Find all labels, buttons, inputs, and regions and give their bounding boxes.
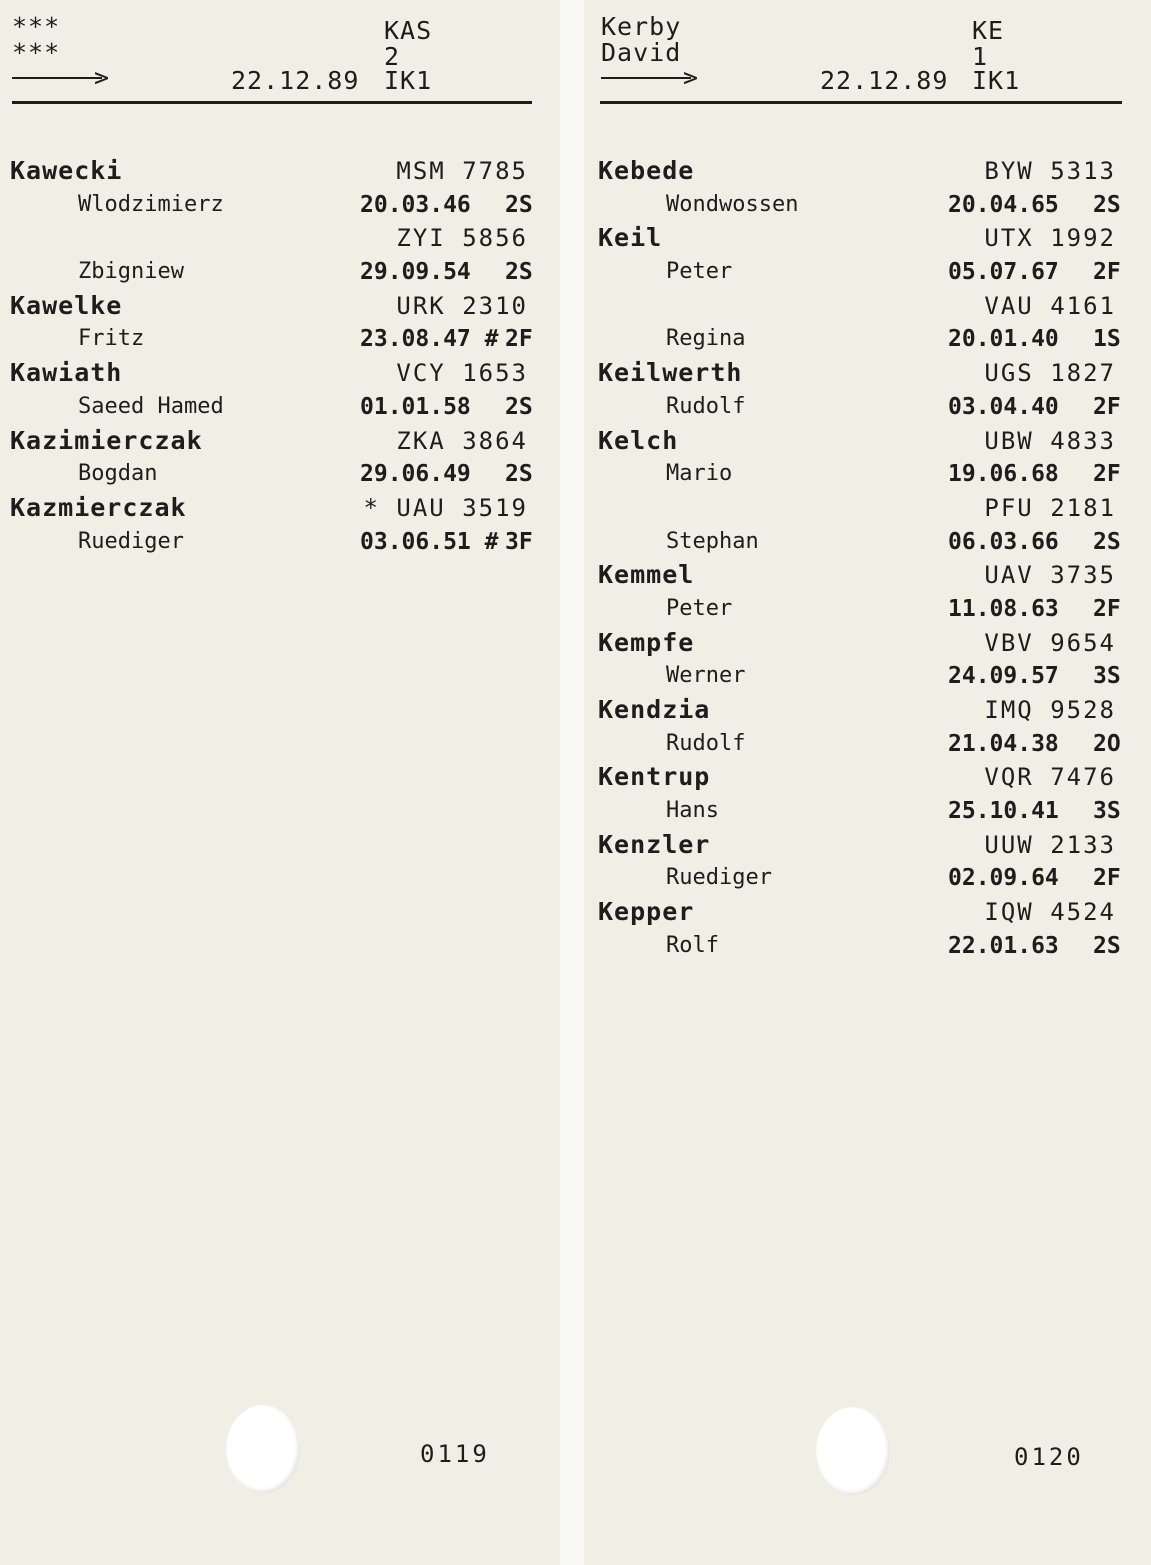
entry-birth-date: 20.03.46 [360, 191, 471, 218]
entry-plate: UAV 3735 [984, 561, 1116, 590]
arrow-head-icon: > [94, 63, 110, 92]
entry-given-name: Stephan [666, 528, 759, 554]
entry-row [598, 156, 1128, 190]
entry-row [598, 223, 1128, 257]
entry-detail-row [10, 324, 540, 358]
entry-plate: BYW 5313 [984, 157, 1116, 185]
entry-given-name: Regina [666, 326, 746, 352]
entry-birth-date: 11.08.63 [948, 595, 1059, 622]
entry-row [598, 493, 1128, 527]
entry-detail-row [10, 190, 540, 224]
entry-plate: VQR 7476 [984, 763, 1116, 792]
entry-detail-row [598, 459, 1128, 493]
entry-detail-row [10, 257, 540, 291]
entry-plate: IMQ 9528 [984, 696, 1116, 724]
punch-hole [226, 1405, 300, 1493]
entry-surname: Kebede [598, 156, 695, 185]
header-rule [600, 101, 1122, 104]
entry-detail-row [598, 190, 1128, 224]
entry-detail-row [598, 392, 1128, 426]
entry-given-name: Fritz [78, 326, 145, 352]
entry-row [10, 358, 540, 392]
entry-row [598, 830, 1128, 864]
entry-birth-date: 21.04.38 [948, 730, 1059, 757]
entry-birth-date: 29.06.49 [360, 461, 471, 488]
entry-surname: Kenzler [598, 829, 711, 859]
entry-surname: Kemmel [598, 560, 695, 590]
entry-given-name: Mario [666, 461, 733, 487]
header-date: 22.12.89 [231, 66, 360, 95]
entry-plate: VBV 9654 [984, 628, 1116, 657]
entry-plate: VAU 4161 [984, 291, 1116, 320]
entry-class: 3S [1093, 798, 1121, 825]
entry-birth-date: 02.09.64 [948, 865, 1059, 892]
entry-class: 1S [1093, 326, 1121, 353]
entry-row [598, 358, 1128, 392]
header-rule [12, 101, 532, 104]
punch-hole [816, 1407, 890, 1495]
header-code-num: 2 [384, 42, 401, 71]
entry-class: 2S [505, 259, 533, 286]
arrow-icon [601, 77, 691, 79]
entry-class: 2F [505, 326, 533, 353]
arrow-icon [12, 77, 102, 79]
entry-given-name: Peter [666, 595, 733, 621]
entry-detail-row [10, 527, 540, 561]
entry-given-name: Werner [666, 663, 746, 689]
entry-row [598, 560, 1128, 594]
entry-class: 3F [505, 528, 533, 555]
header-code: KAS [384, 16, 433, 45]
entry-detail-row [10, 392, 540, 426]
entry-given-name: Peter [666, 259, 733, 285]
entry-detail-row [598, 594, 1128, 628]
header-line1: Kerby [601, 12, 682, 41]
header-code-num: 1 [972, 42, 989, 71]
entry-birth-date: 25.10.41 [948, 798, 1059, 825]
entry-given-name: Rudolf [666, 730, 746, 756]
entry-surname: Keilwerth [598, 358, 743, 388]
entry-birth-date: 20.01.40 [948, 326, 1059, 353]
entry-surname: Kepper [598, 897, 695, 927]
entry-plate: UBW 4833 [984, 426, 1116, 455]
entry-given-name: Zbigniew [78, 259, 184, 285]
entry-class: 2S [1093, 191, 1121, 218]
entry-plate: * UAU 3519 [363, 493, 528, 522]
entry-detail-row [598, 931, 1128, 965]
entry-class: 2F [1093, 461, 1121, 488]
entry-plate: ZYI 5856 [396, 224, 528, 253]
entry-surname: Kawelke [10, 290, 123, 320]
entry-row [598, 695, 1128, 729]
entry-plate: UGS 1827 [984, 359, 1116, 388]
entry-detail-row [598, 661, 1128, 695]
entry-plate: MSM 7785 [396, 157, 528, 185]
entry-given-name: Rolf [666, 932, 719, 958]
entry-plate: ZKA 3864 [396, 426, 528, 455]
header-line2: *** [12, 38, 61, 67]
entry-row [10, 493, 540, 527]
entry-detail-row [10, 459, 540, 493]
header-office: IK1 [972, 66, 1021, 95]
header-line1: *** [12, 12, 61, 41]
entry-surname: Kazimierczak [10, 425, 203, 455]
index-card-right [584, 0, 1151, 1565]
entry-plate: UUW 2133 [984, 830, 1116, 859]
entry-given-name: Bogdan [78, 461, 158, 487]
arrow-head-icon: > [683, 63, 699, 92]
entry-birth-date: 03.06.51 # [360, 528, 499, 555]
entry-surname: Kazmierczak [10, 492, 187, 522]
entry-plate: UTX 1992 [984, 224, 1116, 253]
entry-class: 2F [1093, 865, 1121, 892]
entry-row [10, 156, 540, 190]
header-office: IK1 [384, 66, 433, 95]
entry-row [598, 762, 1128, 796]
entry-list [598, 156, 1128, 965]
entry-detail-row [598, 729, 1128, 763]
entry-surname: Kempfe [598, 627, 695, 657]
entry-birth-date: 19.06.68 [948, 461, 1059, 488]
entry-plate: IQW 4524 [984, 898, 1116, 927]
entry-row [598, 897, 1128, 931]
page-number: 0120 [1014, 1443, 1084, 1471]
entry-class: 2S [505, 191, 533, 218]
entry-given-name: Ruediger [78, 528, 184, 554]
entry-given-name: Wondwossen [666, 191, 799, 217]
entry-birth-date: 01.01.58 [360, 393, 471, 420]
entry-surname: Kelch [598, 425, 679, 455]
entry-surname: Kawiath [10, 358, 123, 388]
card-gap [560, 0, 584, 1565]
header-line2: David [601, 38, 682, 67]
entry-row [10, 223, 540, 257]
entry-row [10, 426, 540, 460]
entry-given-name: Saeed Hamed [78, 393, 224, 419]
entry-detail-row [598, 863, 1128, 897]
entry-birth-date: 06.03.66 [948, 528, 1059, 555]
entry-class: 2F [1093, 259, 1121, 286]
entry-class: 2S [1093, 528, 1121, 555]
entry-class: 3S [1093, 663, 1121, 690]
entry-birth-date: 24.09.57 [948, 663, 1059, 690]
entry-surname: Kawecki [10, 156, 123, 185]
entry-detail-row [598, 324, 1128, 358]
entry-list [10, 156, 540, 560]
entry-row [598, 628, 1128, 662]
entry-given-name: Wlodzimierz [78, 191, 224, 217]
page-number: 0119 [420, 1440, 490, 1468]
entry-detail-row [598, 796, 1128, 830]
entry-birth-date: 23.08.47 # [360, 326, 499, 353]
entry-surname: Kentrup [598, 762, 711, 792]
entry-class: 2S [505, 461, 533, 488]
index-card-left [0, 0, 560, 1565]
entry-given-name: Ruediger [666, 865, 772, 891]
entry-plate: URK 2310 [396, 291, 528, 320]
header-date: 22.12.89 [820, 66, 949, 95]
entry-row [598, 291, 1128, 325]
entry-class: 2S [1093, 932, 1121, 959]
entry-birth-date: 22.01.63 [948, 932, 1059, 959]
entry-surname: Keil [598, 223, 663, 253]
entry-class: 2O [1093, 730, 1121, 757]
entry-birth-date: 05.07.67 [948, 259, 1059, 286]
entry-class: 2S [505, 393, 533, 420]
entry-class: 2F [1093, 595, 1121, 622]
entry-plate: VCY 1653 [396, 359, 528, 388]
entry-given-name: Rudolf [666, 393, 746, 419]
entry-birth-date: 20.04.65 [948, 191, 1059, 218]
entry-birth-date: 03.04.40 [948, 393, 1059, 420]
entry-plate: PFU 2181 [984, 493, 1116, 522]
entry-given-name: Hans [666, 798, 719, 824]
entry-birth-date: 29.09.54 [360, 259, 471, 286]
entry-detail-row [598, 527, 1128, 561]
entry-detail-row [598, 257, 1128, 291]
entry-row [598, 426, 1128, 460]
entry-row [10, 291, 540, 325]
entry-class: 2F [1093, 393, 1121, 420]
entry-surname: Kendzia [598, 695, 711, 724]
header-code: KE [972, 16, 1005, 45]
